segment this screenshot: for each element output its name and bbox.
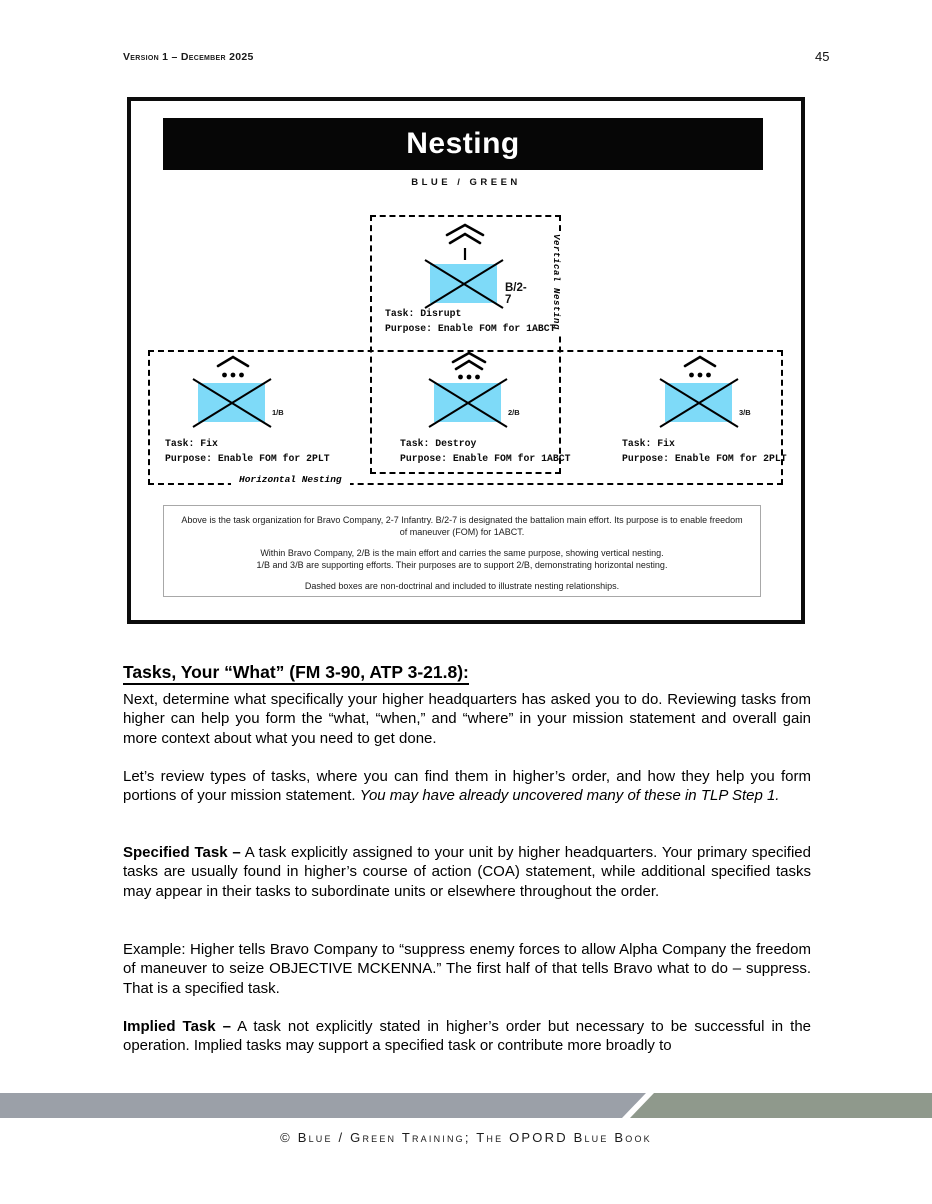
paragraph-review-italic: You may have already uncovered many of these in TLP Step 1.: [359, 787, 780, 805]
paragraph-intro: Next, determine what specifically your higher headquarters has asked you to do. Reviewing tasks from higher can help you form the “what, “when,” and “where” in your mission statement and overall gain more context about what you need to get done.: [123, 691, 811, 747]
caption-line: Dashed boxes are non-doctrinal and included to illustrate nesting relationships.: [304, 581, 620, 591]
footer-bar-right-segment: [630, 1093, 932, 1118]
footer-bar-left-segment: [0, 1093, 646, 1118]
infantry-unit-symbol-icon: [426, 376, 510, 430]
infantry-unit-symbol-icon: [190, 376, 274, 430]
main-effort-company-echelon-icon: [443, 222, 487, 262]
unit-purpose: Purpose: Enable FOM for 2PLT: [622, 453, 787, 464]
implied-task-term: Implied Task –: [123, 1018, 231, 1035]
implied-task-definition: A task not explicitly stated in higher’s order but necessary to be successful in the operation. Implied tasks may support a specified task or contribute more broadly to: [123, 1018, 811, 1055]
caption-line: Above is the task organization for Bravo Company, 2-7 Infantry. B/2-7 is designated the battalion main effort. Its purpose is to enable freedom of maneuver (FOM) for 1ABCT.: [181, 515, 743, 537]
caption-line: 1/B and 3/B are supporting efforts. Their purposes are to support 2/B, demonstrating horizontal nesting.: [256, 559, 668, 570]
paragraph-specified-task: [123, 843, 811, 901]
unit-purpose: Purpose: Enable FOM for 1ABCT: [385, 323, 556, 334]
figure-caption-box: [163, 505, 761, 597]
paragraph-review-tasks: [123, 767, 811, 806]
nesting-figure: [127, 97, 805, 624]
footer-bar: [0, 1093, 932, 1118]
horizontal-nesting-label: Horizontal Nesting: [231, 474, 350, 485]
unit-label: 1/B: [272, 408, 284, 417]
specified-task-definition: A task explicitly assigned to your unit by higher headquarters. Your primary specified tasks are usually found in higher’s course of action (COA) statement, while additional specified tasks may appear in their tasks to subordinate units or elsewhere throughout the order.: [123, 844, 811, 900]
infantry-unit-symbol-icon: [422, 257, 506, 311]
unit-task: Task: Fix: [165, 438, 218, 449]
unit-purpose: Purpose: Enable FOM for 1ABCT: [400, 453, 571, 464]
figure-subtitle: BLUE / GREEN: [411, 177, 521, 188]
section-heading: [123, 662, 469, 683]
unit-task: Task: Disrupt: [385, 308, 462, 319]
unit-label: 3/B: [739, 408, 751, 417]
paragraph-review-normal: Let’s review types of tasks, where you can find them in higher’s order, and how they help you form portions of your mission statement.: [123, 768, 811, 805]
header-version: Version 1 – December 2025: [123, 51, 254, 63]
unit-task: Task: Fix: [622, 438, 675, 449]
unit-label: B/2-7: [505, 282, 527, 306]
unit-label: 2/B: [508, 408, 520, 417]
footer-copyright: © Blue / Green Training; The OPORD Blue Book: [280, 1130, 652, 1145]
figure-title-banner: [163, 118, 763, 170]
unit-purpose: Purpose: Enable FOM for 2PLT: [165, 453, 330, 464]
paragraph-example: Example: Higher tells Bravo Company to “suppress enemy forces to allow Alpha Company the freedom of maneuver to seize OBJECTIVE MCKENNA.” The first half of that tells Bravo what to do – suppress. That is a specified task.: [123, 941, 811, 997]
figure-title: Nesting: [406, 127, 520, 160]
vertical-nesting-label: Vertical Nesting: [550, 231, 562, 333]
infantry-unit-symbol-icon: [657, 376, 741, 430]
specified-task-term: Specified Task –: [123, 844, 241, 861]
caption-line: Within Bravo Company, 2/B is the main effort and carries the same purpose, showing vertical nesting.: [260, 548, 664, 558]
section-heading-text: Tasks, Your “What” (FM 3-90, ATP 3-21.8):: [123, 662, 469, 685]
paragraph-implied-task: [123, 1017, 811, 1056]
page-number: 45: [815, 49, 830, 64]
unit-task: Task: Destroy: [400, 438, 477, 449]
